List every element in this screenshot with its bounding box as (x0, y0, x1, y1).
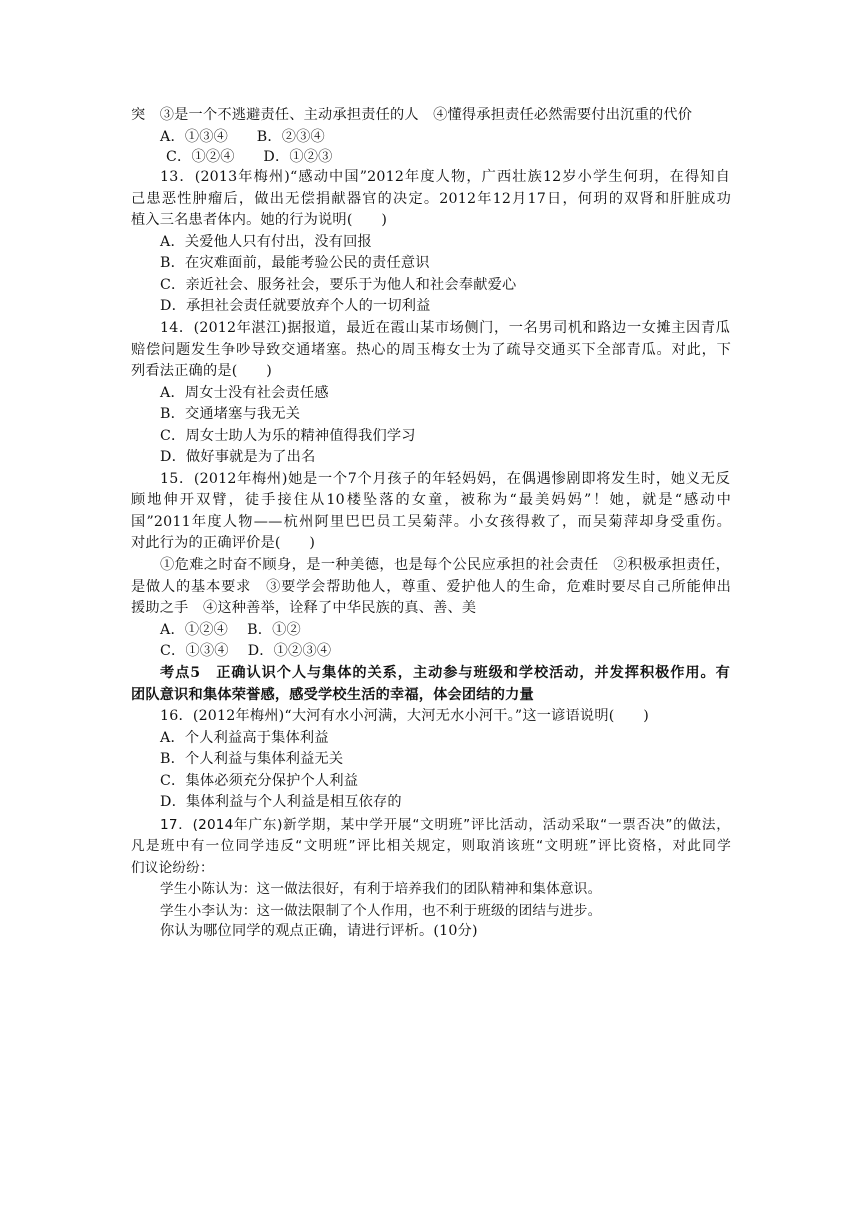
q13-option-a: A．关爱他人只有付出，没有回报 (160, 234, 372, 250)
q16-option-d: D．集体利益与个人利益是相互依存的 (160, 794, 402, 810)
q16-option-a: A．个人利益高于集体利益 (160, 730, 329, 746)
section-heading-line-2: 团队意识和集体荣誉感，感受学校生活的幸福，体会团结的力量 (131, 687, 534, 703)
q17-student-li: 学生小李认为：这一做法限制了个人作用，也不利于班级的团结与进步。 (160, 903, 602, 919)
q15-stem-line-4: 对此行为的正确评价是( ) (131, 535, 316, 551)
q12-options-ab: A．①③④ B．②③④ (160, 129, 325, 145)
q17-student-chen: 学生小陈认为：这一做法很好，有利于培养我们的团队精神和集体意识。 (160, 881, 602, 897)
q15-stem-line-1: 15．(2012年梅州)她是一个7个月孩子的年轻妈妈，在偶遇惨剧即将发生时，她义无反 (160, 471, 730, 487)
q13-stem-line-3: 植入三名患者体内。她的行为说明( ) (131, 212, 388, 228)
q14-stem-line-2: 赔偿问题发生争吵导致交通堵塞。热心的周玉梅女士为了疏导交通买下全部青瓜。对此，下 (131, 342, 731, 358)
q17-prompt: 你认为哪位同学的观点正确，请进行评析。(10分) (160, 923, 478, 939)
q14-option-d: D．做好事就是为了出名 (160, 449, 316, 465)
q14-option-c: C．周女士助人为乐的精神值得我们学习 (160, 428, 416, 444)
q14-option-a: A．周女士没有社会责任感 (160, 385, 329, 401)
q12-option-line: 突 ③是一个不逃避责任、主动承担责任的人 ④懂得承担责任必然需要付出沉重的代价 (131, 107, 693, 123)
q15-stem-line-3: 国”2011年度人物——杭州阿里巴巴员工吴菊萍。小女孩得救了，而吴菊萍却身受重伤。 (131, 514, 731, 530)
q14-stem-line-1: 14．(2012年湛江)据报道，最近在霞山某市场侧门，一名男司机和路边一女摊主因青瓜 (160, 320, 730, 336)
q15-statement-line-1: ①危难之时奋不顾身，是一种美德，也是每个公民应承担的社会责任 ②积极承担责任， (160, 557, 730, 573)
q14-option-b: B．交通堵塞与我无关 (160, 406, 301, 422)
q12-options-cd: C．①②④ D．①②③ (166, 149, 333, 165)
q15-statement-line-2: 是做人的基本要求 ③要学会帮助他人，尊重、爱护他人的生命，危难时要尽自己所能伸出 (131, 579, 731, 595)
q13-option-b: B．在灾难面前，最能考验公民的责任意识 (160, 255, 430, 271)
q16-stem: 16．(2012年梅州)“大河有水小河满，大河无水小河干。”这一谚语说明( ) (160, 708, 649, 724)
section-heading-line-1: 考点5 正确认识个人与集体的关系，主动参与班级和学校活动，并发挥积极作用。有 (160, 665, 730, 681)
q13-stem-line-2: 己患恶性肿瘤后，做出无偿捐献器官的决定。2012年12月17日，何玥的双肾和肝脏成功 (131, 191, 731, 207)
q13-stem-line-1: 13．(2013年梅州)“感动中国”2012年度人物，广西壮族12岁小学生何玥，在得知自 (160, 169, 730, 185)
q17-stem-line-3: 们议论纷纷： (131, 860, 214, 876)
q13-option-c: C．亲近社会、服务社会，要乐于为他人和社会奉献爱心 (160, 277, 517, 293)
q17-stem-line-2: 凡是班中有一位同学违反“文明班”评比相关规定，则取消该班“文明班”评比资格，对此同学 (131, 838, 731, 854)
q15-options-cd: C．①③④ D．①②③④ (160, 643, 332, 659)
q16-option-c: C．集体必须充分保护个人利益 (160, 773, 359, 789)
q15-statement-line-3: 援助之手 ④这种善举，诠释了中华民族的真、善、美 (131, 600, 477, 616)
q13-option-d: D．承担社会责任就要放弃个人的一切利益 (160, 298, 431, 314)
q16-option-b: B．个人利益与集体利益无关 (160, 751, 344, 767)
q17-stem-line-1: 17．(2014年广东)新学期，某中学开展“文明班”评比活动，活动采取“一票否决”的做法， (160, 817, 730, 833)
q14-stem-line-3: 列看法正确的是( ) (131, 363, 272, 379)
q15-stem-line-2: 顾地伸开双臂，徒手接住从10楼坠落的女童，被称为“最美妈妈”！她，就是“感动中 (131, 492, 731, 508)
q15-options-ab: A．①②④ B．①② (160, 622, 301, 638)
